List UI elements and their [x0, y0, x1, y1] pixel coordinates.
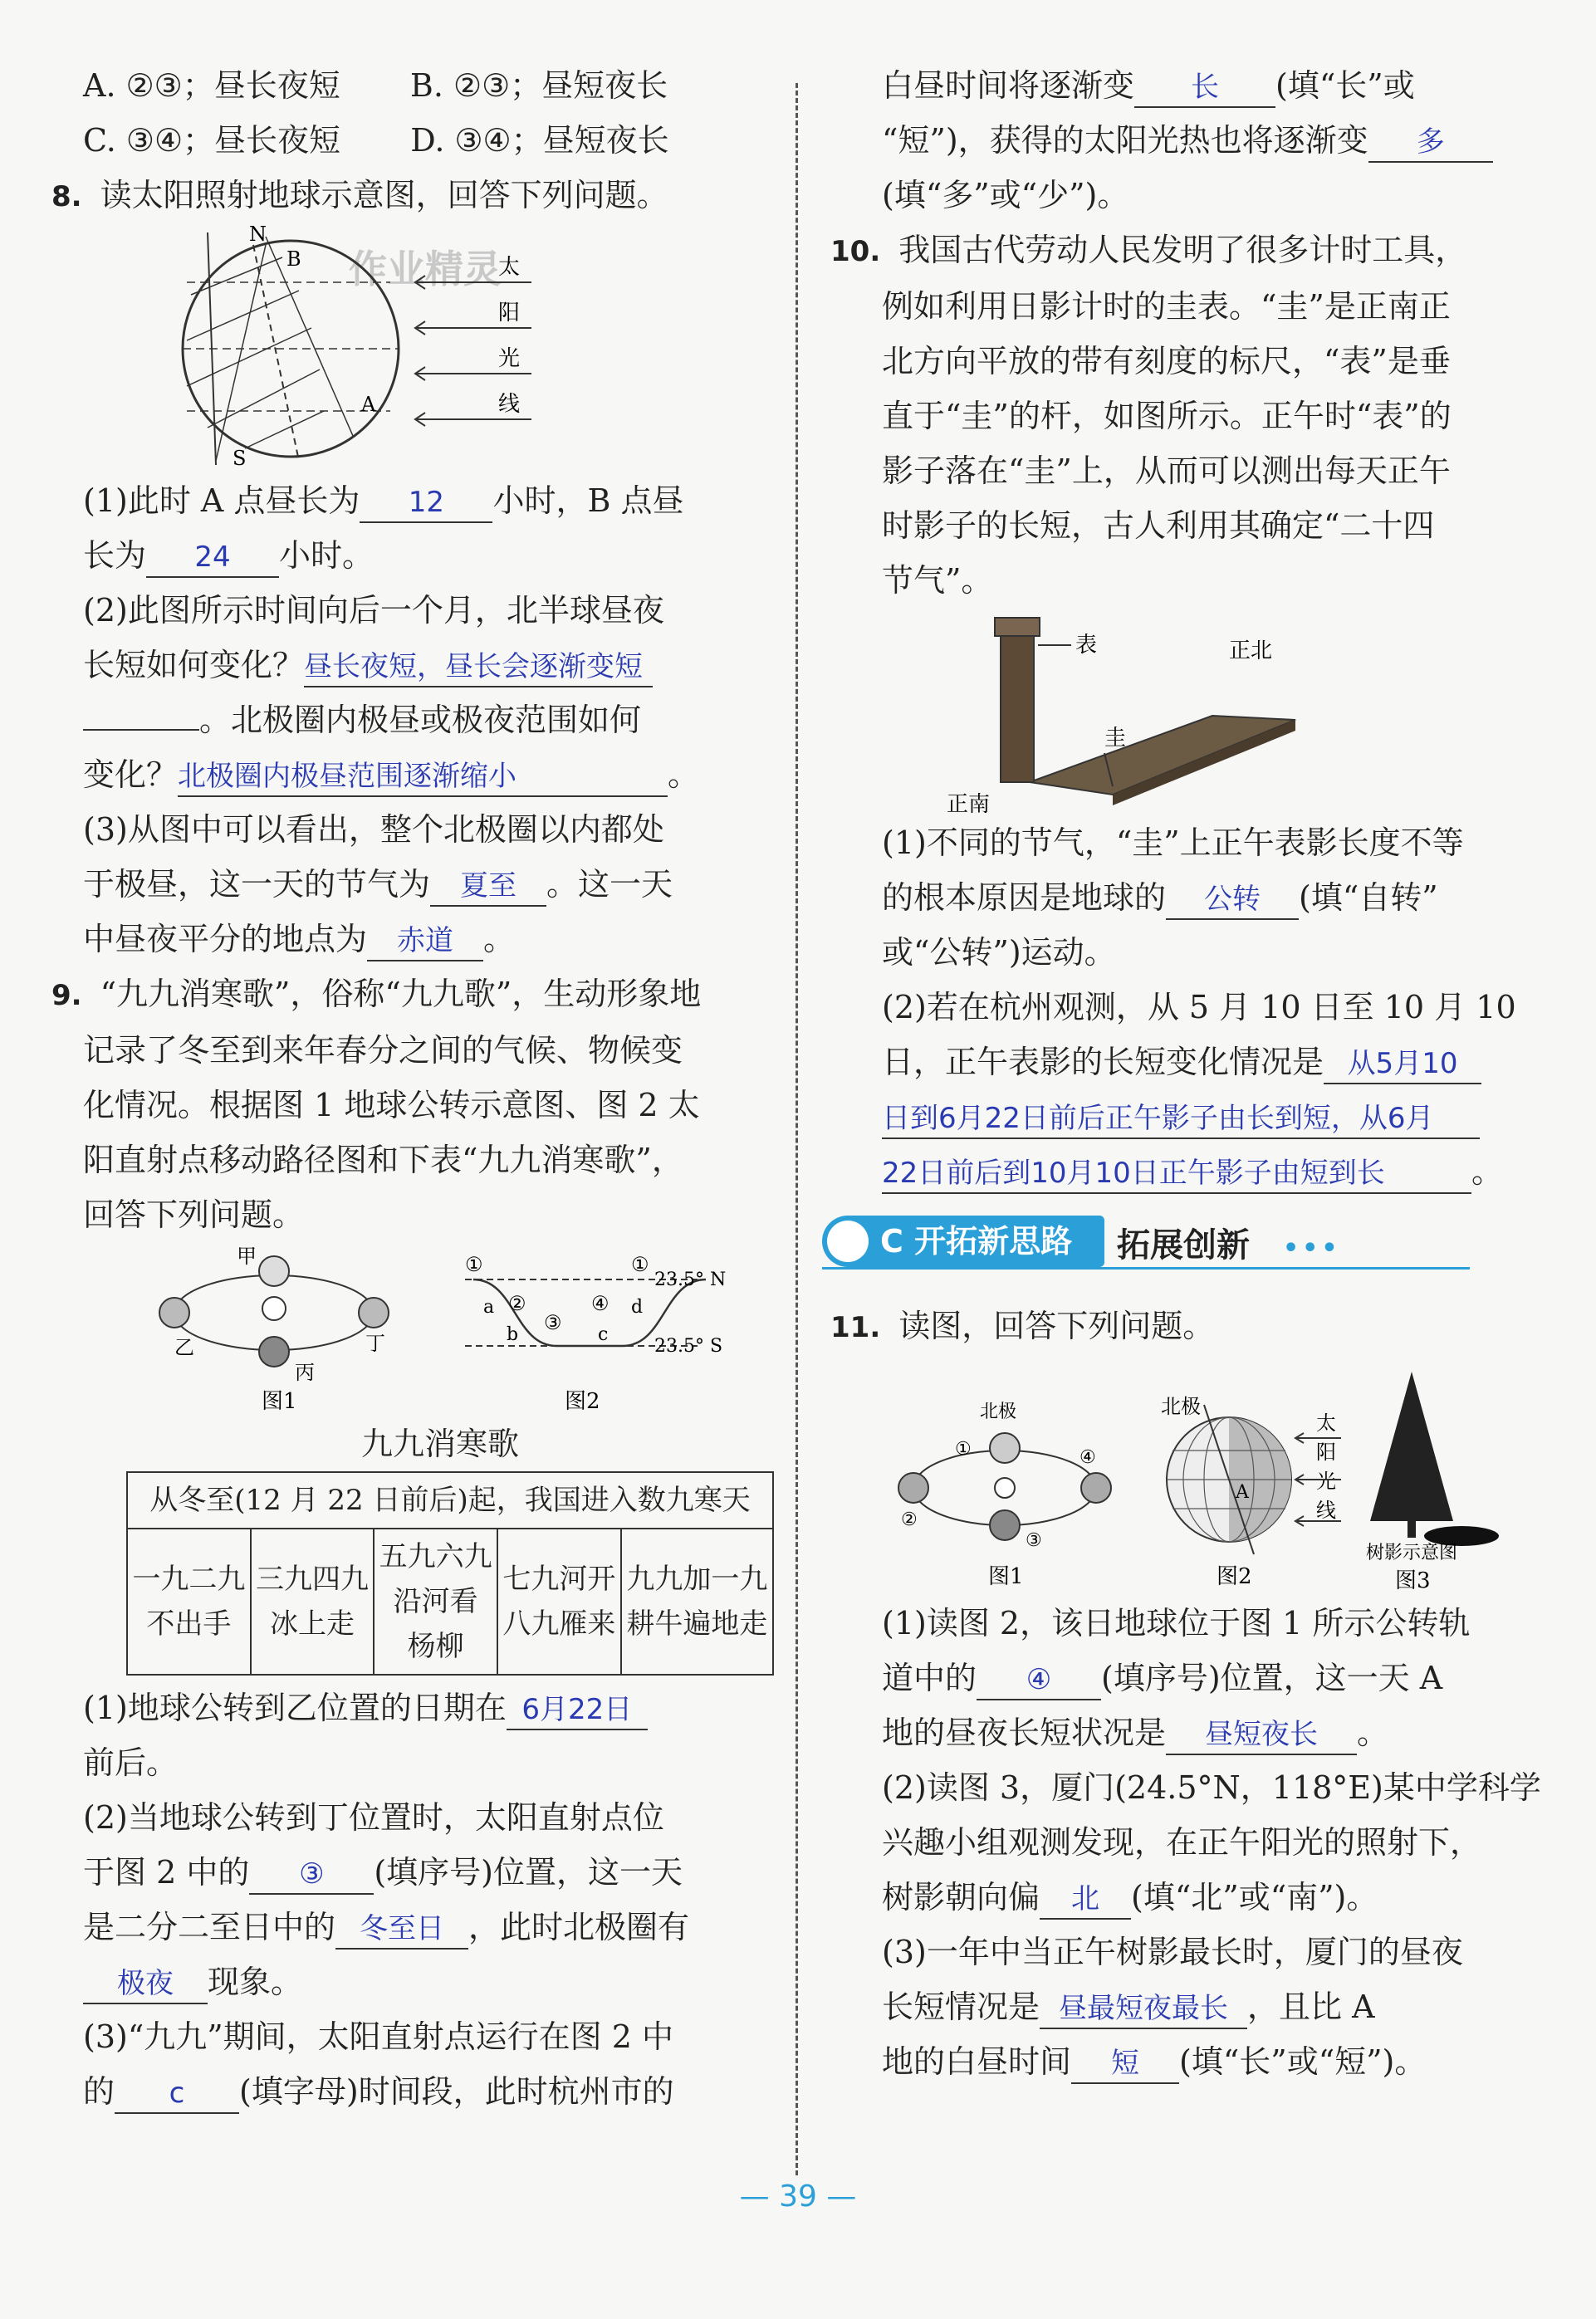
svg-text:线: 线	[1316, 1499, 1336, 1522]
q9-cont-line2: “短”)，获得的太阳光热也将逐渐变 多	[830, 113, 1511, 168]
right-column: 白昼时间将逐渐变 长 (填“长”或 “短”)，获得的太阳光热也将逐渐变 多 (填“多”或“少”)。 10. 我国古代劳动人民发明了很多计时工具， 例如利用日影计时的圭表。“圭”是正南正 北方向平放的带有刻度的标尺，“表”是垂 直于“圭”的杆，如图所示。正午时“表”的 影子落在“圭”上，从而可以测出每天正午 时影子的长短，古人利用其确定“二十四 节气”。 表 圭 正北 正南 (1)不同的节气，“圭”上正午表影长度不等 的根本原因是地球的 公转 (填“自转” 或“公转”)运动。 (2)若在杭州观测，从 5 月 10 日至 10 月 10 日，正午表影的长短变化情况是 从5月10 日到6月22日前后正午影子由长到短，从6月 22日前后到10月10日正午影子由短到长 。 C 开拓新思路 拓展创新 ••• 11. 读图，回答下列问题。 北极 ① ② ③ ④ 图1 北极 A 太 阳 光 线 图2 树影示意图 图3 (1)读图 2，该日地球位于图 1 所示公转轨 道中的 ④ (填序号)位置，这一天 A 地的昼夜长短状况是 昼短夜长 。 (2)读图 3，厦门(24.5°N，118°E)某中学科学 兴趣小组观测发现，在正午阳光的照射下， 树影朝向偏 北 (填“北”或“南”)。 (3)一年中当正午树影最长时，厦门的昼夜 长短情况是 昼最短夜最长 ，且比 A 地的白昼时间 短 (填“长”或“短”)。	[830, 58, 1511, 2089]
svg-text:图2: 图2	[1217, 1564, 1252, 1589]
q11-part3-line3: 地的白昼时间 短 (填“长”或“短”)。	[830, 2034, 1511, 2089]
q10-answer-motion: 公转	[1166, 880, 1299, 920]
q11-part3-line2: 长短情况是 昼最短夜最长 ，且比 A	[830, 1979, 1511, 2034]
q9-answer-heat-trend: 多	[1368, 123, 1493, 163]
svg-text:d: d	[631, 1297, 644, 1318]
q10-stem-line1: 10. 我国古代劳动人民发明了很多计时工具，	[830, 232, 1467, 268]
svg-text:a: a	[483, 1297, 495, 1318]
q10-part2-line2: 日，正午表影的长短变化情况是 从5月10	[830, 1035, 1511, 1089]
q11-answer-xiamen-daynight: 昼最短夜最长	[1040, 1989, 1247, 2029]
q9-cont-line3: (填“多”或“少”)。	[882, 177, 1129, 213]
svg-text:乙: 乙	[174, 1336, 194, 1359]
q11-part1-line1: (1)读图 2，该日地球位于图 1 所示公转轨	[882, 1605, 1471, 1641]
q9-part1-line1: (1)地球公转到乙位置的日期在 6月22日	[83, 1681, 764, 1735]
q10-part1-line2: 的根本原因是地球的 公转 (填“自转”	[830, 870, 1511, 925]
svg-text:光: 光	[498, 346, 521, 371]
q9-stem-line3: 化情况。根据图 1 地球公转示意图、图 2 太	[83, 1087, 700, 1123]
q11-part1-line2: 道中的 ④ (填序号)位置，这一天 A	[830, 1651, 1511, 1705]
q9-part3-line2: 的 c (填字母)时间段，此时杭州市的	[83, 2064, 764, 2119]
q9-answer-date: 6月22日	[507, 1690, 648, 1730]
option-b: B. ②③；昼短夜长	[409, 67, 668, 104]
q11-figures	[830, 1355, 1511, 1596]
q11-answer-shadow-direction: 北	[1040, 1880, 1131, 1920]
label-a: A	[361, 393, 376, 416]
q9-stem-line4: 阳直射点移动路径图和下表“九九消寒歌”，	[83, 1142, 683, 1178]
q8-answer-equal-daynight-place: 赤道	[367, 922, 483, 961]
svg-text:②: ②	[508, 1292, 526, 1315]
q10-number: 10.	[830, 235, 881, 268]
options-row-1	[83, 58, 764, 113]
svg-text:③: ③	[1026, 1530, 1042, 1551]
banner-icon	[827, 1221, 869, 1262]
option-c: C. ③④；昼长夜短	[83, 122, 341, 159]
q9-stem-line1: 9. “九九消寒歌”，俗称“九九歌”，生动形象地	[51, 976, 702, 1012]
label-s: S	[233, 447, 247, 470]
q10-part2-line4: 22日前后到10月10日正午影子由短到长 。	[830, 1144, 1511, 1199]
svg-text:正北: 正北	[1229, 638, 1273, 663]
page-number: — 39 —	[739, 2180, 857, 2214]
svg-text:圭: 圭	[1104, 726, 1127, 751]
svg-text:图1: 图1	[988, 1564, 1024, 1589]
q9-figures	[83, 1242, 764, 1416]
q9-number: 9.	[51, 979, 82, 1012]
q8-figure	[83, 224, 764, 473]
q9-part1-line2: 前后。	[83, 1744, 179, 1781]
sun-path-figure-2	[465, 1253, 726, 1414]
jiujiu-song-table	[126, 1471, 774, 1676]
q9-cont-line1: 白昼时间将逐渐变 长 (填“长”或	[830, 58, 1511, 113]
svg-text:①: ①	[465, 1253, 483, 1276]
q8-part2-line4: 变化？北极圈内极昼范围逐渐缩小 。	[83, 747, 764, 802]
svg-text:太: 太	[498, 255, 521, 280]
svg-text:23.5° N: 23.5° N	[654, 1270, 727, 1290]
svg-text:正南: 正南	[947, 792, 991, 815]
banner-dots: •••	[1283, 1234, 1341, 1263]
table-cell: 一九二九 不出手	[127, 1529, 251, 1675]
label-b: B	[286, 247, 301, 271]
watermark: 作业精灵	[349, 247, 502, 291]
q10-gnomon-figure	[830, 608, 1511, 815]
svg-text:②: ②	[901, 1509, 918, 1530]
column-divider	[796, 83, 798, 2175]
q8-part2-line1: (2)此图所示时间向后一个月，北半球昼夜	[83, 592, 664, 629]
q8-part1-line1: (1)此时 A 点昼长为 12 小时，B 点昼	[83, 473, 764, 528]
svg-text:甲: 甲	[237, 1245, 257, 1268]
q11-number: 11.	[830, 1311, 881, 1344]
q9-answer-segment: c	[115, 2074, 239, 2114]
svg-text:④: ④	[591, 1292, 610, 1315]
q11-part3-line1: (3)一年中当正午树影最长时，厦门的昼夜	[882, 1934, 1463, 1970]
svg-text:④: ④	[1080, 1447, 1096, 1468]
q11-answer-orbit-position: ④	[977, 1661, 1101, 1700]
guibiao-illustration	[830, 608, 1511, 815]
section-title: 拓展创新	[1117, 1226, 1250, 1265]
q11-part2-line2: 兴趣小组观测发现，在正午阳光的照射下，	[882, 1824, 1482, 1861]
q11-earth-figure-2	[1161, 1395, 1341, 1589]
svg-text:①: ①	[955, 1439, 972, 1460]
table-header: 从冬至(12 月 22 日前后)起，我国进入数九寒天	[127, 1472, 773, 1529]
options-row-2	[83, 113, 764, 168]
svg-text:③: ③	[544, 1311, 562, 1334]
q8-stem: 8. 读太阳照射地球示意图，回答下列问题。	[51, 177, 668, 213]
q9-part2-line1: (2)当地球公转到丁位置时，太阳直射点位	[83, 1799, 664, 1836]
q11-part2-line1: (2)读图 3，厦门(24.5°N，118°E)某中学科学	[882, 1769, 1541, 1806]
q9-orbit-and-path-diagrams	[83, 1242, 764, 1416]
svg-text:表: 表	[1075, 633, 1098, 658]
q8-part3-line3: 中昼夜平分的地点为 赤道 。	[83, 912, 764, 966]
q9-part3-line1: (3)“九九”期间，太阳直射点运行在图 2 中	[83, 2018, 674, 2055]
q9-part2-line2: 于图 2 中的 ③ (填序号)位置，这一天	[83, 1845, 764, 1900]
orbit-figure-1	[159, 1245, 389, 1414]
q8-part3-line2: 于极昼，这一天的节气为 夏至 。这一天	[83, 857, 764, 912]
svg-text:图3: 图3	[1395, 1568, 1431, 1593]
q11-tree-shadow-figure-3	[1366, 1372, 1499, 1593]
q11-stem: 11. 读图，回答下列问题。	[830, 1308, 1215, 1344]
svg-text:图2: 图2	[565, 1389, 600, 1414]
q8-answer-solar-term: 夏至	[430, 867, 546, 907]
q9-answer-position: ③	[249, 1855, 374, 1895]
svg-text:阳: 阳	[1316, 1441, 1336, 1464]
section-banner	[822, 1216, 1511, 1274]
svg-text:c: c	[598, 1324, 609, 1345]
q9-answer-solstice: 冬至日	[335, 1910, 468, 1950]
q8-part1-line2: 长为 24 小时。	[83, 528, 764, 583]
table-cell: 七九河开 八九雁来	[497, 1529, 621, 1675]
table-cell: 九九加一九 耕牛遍地走	[621, 1529, 773, 1675]
q10-answer-shadow-change-3: 22日前后到10月10日正午影子由短到长	[882, 1154, 1471, 1194]
q8-answer-polar-day-range: 北极圈内极昼范围逐渐缩小	[178, 757, 668, 797]
table-title: 九九消寒歌	[360, 1426, 519, 1462]
q10-part2-line3	[830, 1089, 1511, 1144]
q8-part2-line2: 长短如何变化？昼长夜短，昼长会逐渐变短	[83, 638, 764, 692]
svg-text:23.5° S: 23.5° S	[654, 1336, 723, 1357]
svg-text:树影示意图: 树影示意图	[1366, 1543, 1458, 1563]
svg-text:北极: 北极	[980, 1402, 1017, 1422]
table-cell: 三九四九 冰上走	[251, 1529, 375, 1675]
q11-diagrams	[830, 1355, 1511, 1596]
q8-number: 8.	[51, 180, 82, 213]
q11-part2-line3: 树影朝向偏 北 (填“北”或“南”)。	[830, 1870, 1511, 1925]
svg-text:丁: 丁	[365, 1332, 385, 1355]
svg-text:北极: 北极	[1161, 1395, 1201, 1418]
left-column	[51, 58, 768, 2119]
svg-text:图1: 图1	[262, 1389, 297, 1414]
q11-orbit-figure-1	[898, 1402, 1111, 1589]
q11-part1-line3: 地的昼夜长短状况是 昼短夜长 。	[830, 1705, 1511, 1760]
svg-text:A: A	[1236, 1482, 1249, 1503]
svg-text:线: 线	[498, 392, 521, 417]
svg-text:太: 太	[1316, 1411, 1336, 1435]
q8-part3-line1: (3)从图中可以看出，整个北极圈以内都处	[83, 811, 664, 848]
sun-earth-diagram	[83, 224, 764, 473]
q9-part2-line4: 极夜 现象。	[83, 1955, 764, 2009]
section-tag: C 开拓新思路	[822, 1216, 1104, 1267]
q10-part2-line1: (2)若在杭州观测，从 5 月 10 日至 10 月 10	[882, 989, 1516, 1025]
option-d: D. ③④；昼短夜长	[410, 122, 669, 159]
q11-answer-compare: 短	[1071, 2044, 1179, 2084]
svg-text:b: b	[507, 1324, 519, 1345]
q8-answer-a-daylength: 12	[360, 483, 492, 523]
label-n: N	[249, 224, 267, 246]
option-a: A. ②③；昼长夜短	[83, 67, 340, 104]
q9-answer-polar-phenomenon: 极夜	[83, 1964, 208, 2004]
q8-part2-line3: 。北极圈内极昼或极夜范围如何	[83, 692, 764, 747]
q10-part1-line3: 或“公转”)运动。	[882, 934, 1116, 971]
q10-answer-shadow-change-1: 从5月10	[1324, 1045, 1481, 1084]
svg-text:阳: 阳	[498, 301, 521, 325]
q8-answer-daynight-change: 昼长夜短，昼长会逐渐变短	[304, 648, 653, 687]
q10-answer-shadow-change-2: 日到6月22日前后正午影子由长到短，从6月	[882, 1099, 1480, 1139]
q9-answer-daylight-trend: 长	[1134, 68, 1275, 108]
svg-text:光: 光	[1316, 1470, 1336, 1493]
svg-text:丙: 丙	[295, 1361, 315, 1384]
svg-text:①: ①	[631, 1253, 649, 1276]
q11-answer-daynight: 昼短夜长	[1166, 1715, 1357, 1755]
q9-stem-line5: 回答下列问题。	[83, 1196, 305, 1233]
q8-answer-b-daylength: 24	[146, 538, 279, 578]
q9-stem-line2: 记录了冬至到来年春分之间的气候、物候变	[83, 1032, 683, 1069]
q9-part2-line3: 是二分二至日中的 冬至日 ，此时北极圈有	[83, 1900, 764, 1955]
q10-part1-line1: (1)不同的节气，“圭”上正午表影长度不等	[882, 824, 1464, 861]
table-cell: 五九六九 沿河看 杨柳	[374, 1529, 497, 1675]
